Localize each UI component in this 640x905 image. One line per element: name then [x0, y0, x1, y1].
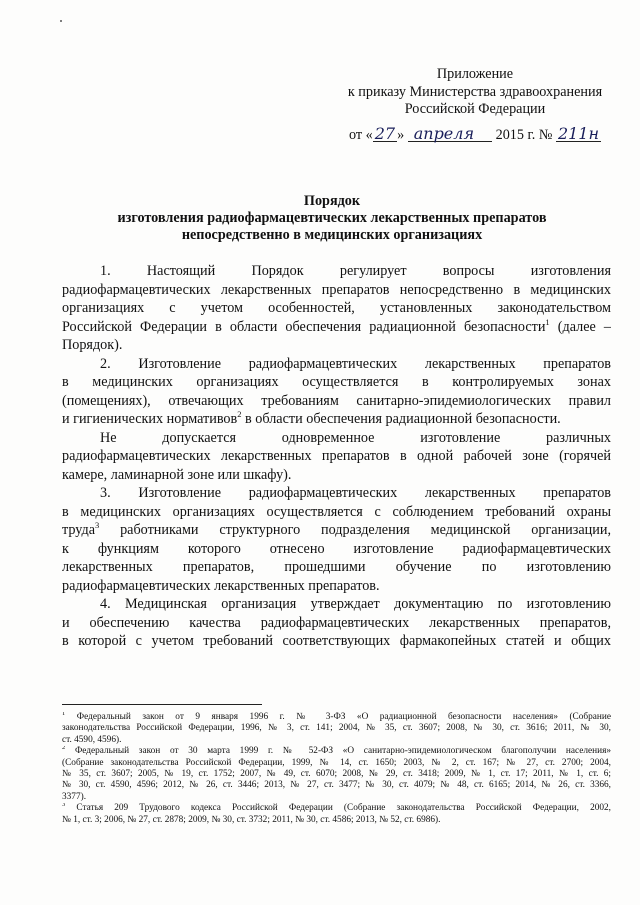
fn2-line-4: № 30, ст. 4590, 4596; 2012, № 26, ст. 3446; 2013, № 27, ст. 3477; № 30, ст. 4079; № 48, ст. 6165; 2014, № 26, ст. 3366,: [62, 780, 611, 791]
title-line-2: изготовления радиофармацевтических лекарственных препаратов: [117, 210, 547, 226]
footnote-ref-1: 1: [545, 317, 550, 327]
p2-line-3: (помещениях), отвечающих требованиям санитарно-эпидемиологических правил: [62, 392, 611, 409]
p3-line-3: камере, ламинарной зоне или шкафу).: [62, 466, 292, 483]
p5-line-2: и обеспечению качества радиофармацевтических лекарственных препаратов,: [62, 614, 611, 631]
p2-line-4: [62, 410, 611, 429]
handwritten-day: 27: [374, 123, 396, 143]
fn3-line-2: № 1, ст. 3; 2006, № 27, ст. 2878; 2009, № 30, ст. 3732; 2011, № 30, ст. 4586; 2013, № 52, ст. 6986).: [62, 814, 441, 825]
p1-line-4-tail: (далее –: [549, 318, 611, 335]
fn2-line-5: 3377).: [62, 791, 87, 802]
fn2-line-3: № 35, ст. 3607; 2005, № 19, ст. 1752; 2007, № 49, ст. 6070; 2008, № 29, ст. 3418; 2009, № 1, ст. 17; 2011, № 1, ст. 6;: [62, 768, 611, 779]
p4-line-4: к функциям которого отнесено изготовление радиофармацевтических: [62, 540, 611, 557]
p5-line-1: 4. Медицинская организация утверждает документацию по изготовлению: [100, 596, 611, 612]
p1-line-1: 1. Настоящий Порядок регулирует вопросы изготовления: [100, 263, 611, 279]
document-body: [62, 262, 611, 651]
fn1-line-3: ст. 4590, 4596).: [62, 734, 122, 745]
header-date-line: [330, 123, 620, 145]
header-appendix-label: Приложение: [436, 66, 514, 82]
p4-line-2: в медицинских организациях осуществляется с соблюдением требований охраны: [62, 503, 611, 520]
fn2-line-2: (Собрание законодательства Российской Федерации, 1999, № 14, ст. 1650; 2003, № 2, ст. 167; № 27, ст. 2700; 2004,: [62, 757, 611, 768]
p4-line-3-tail: работниками структурного подразделения медицинской организации,: [99, 522, 611, 538]
p1-line-5: Порядок).: [62, 337, 123, 353]
title-line-3: непосредственно в медицинских организациях: [181, 227, 483, 243]
scan-speck: [60, 20, 62, 22]
p2-line-4-tail: в области обеспечения радиационной безопасности.: [241, 411, 561, 427]
header-ministry: Российской Федерации: [404, 101, 546, 117]
title-line-1: Порядок: [303, 193, 361, 209]
fn3-marker: 3: [62, 803, 66, 809]
date-mid: »: [397, 126, 405, 143]
fn1-line-1-text: Федеральный закон от 9 января 1996 г. № 3-ФЗ «О радиационной безопасности населения» (Собрание: [76, 712, 611, 722]
p4-line-1: 3. Изготовление радиофармацевтических лекарственных препаратов: [100, 485, 611, 501]
document-title: [62, 193, 602, 244]
appendix-header: [330, 66, 620, 144]
fn1-line-2: законодательства Российской Федерации, 1996, № 3, ст. 141; 2004, № 35, ст. 3607; 2008, № 30, ст. 3616; 2011, № 30,: [62, 723, 611, 734]
fn3-line-1: [62, 803, 611, 814]
p1-line-3: организациях с учетом особенностей, установленных законодательством: [62, 300, 611, 316]
footnote-ref-2: 2: [237, 409, 242, 419]
p4-line-3: [62, 521, 611, 540]
p4-line-3-text: труда: [62, 522, 95, 538]
p1-line-4: [62, 318, 611, 337]
p1-line-4-text: Российской Федерации в области обеспечения радиационной безопасности: [62, 318, 546, 335]
handwritten-number: 211н: [557, 123, 600, 143]
fn2-line-1-text: Федеральный закон от 30 марта 1999 г. № 52-ФЗ «О санитарно-эпидемиологическом благополучии населения»: [74, 746, 611, 757]
date-prefix: от «: [348, 126, 373, 143]
footnotes: [62, 712, 611, 826]
p3-line-1: Не допускается одновременное изготовление различных: [100, 429, 611, 446]
handwritten-month: апреля: [408, 126, 492, 142]
p1-line-2: радиофармацевтических лекарственных препаратов непосредственно в медицинских: [62, 281, 611, 298]
p2-line-1: 2. Изготовление радиофармацевтических лекарственных препаратов: [100, 355, 611, 372]
p2-line-2: в медицинских организациях осуществляется в контролируемых зонах: [62, 374, 611, 390]
fn1-line-1: [62, 712, 611, 723]
p2-line-4-text: и гигиенических нормативов: [62, 411, 238, 427]
fn1-marker: 1: [62, 712, 66, 717]
date-year: 2015 г. №: [492, 126, 556, 143]
p4-line-6: радиофармацевтических лекарственных препаратов.: [62, 577, 380, 594]
header-order-ref: к приказу Министерства здравоохранения: [347, 83, 603, 100]
footnote-divider: [62, 704, 262, 705]
footnote-ref-3: 3: [95, 521, 100, 530]
fn2-marker: 2: [62, 746, 66, 752]
p5-line-3: в которой с учетом требований соответствующих фармакопейных статей и общих: [62, 633, 611, 649]
p4-line-5: лекарственных препаратов, прошедшими обучение по изготовлению: [62, 559, 611, 575]
fn3-line-1-text: Статья 209 Трудового кодекса Российской Федерации (Собрание законодательства Российской Федерации, 2002,: [76, 803, 611, 814]
p3-line-2: радиофармацевтических лекарственных препаратов в одной рабочей зоне (горячей: [62, 448, 611, 464]
fn2-line-1: [62, 746, 611, 757]
